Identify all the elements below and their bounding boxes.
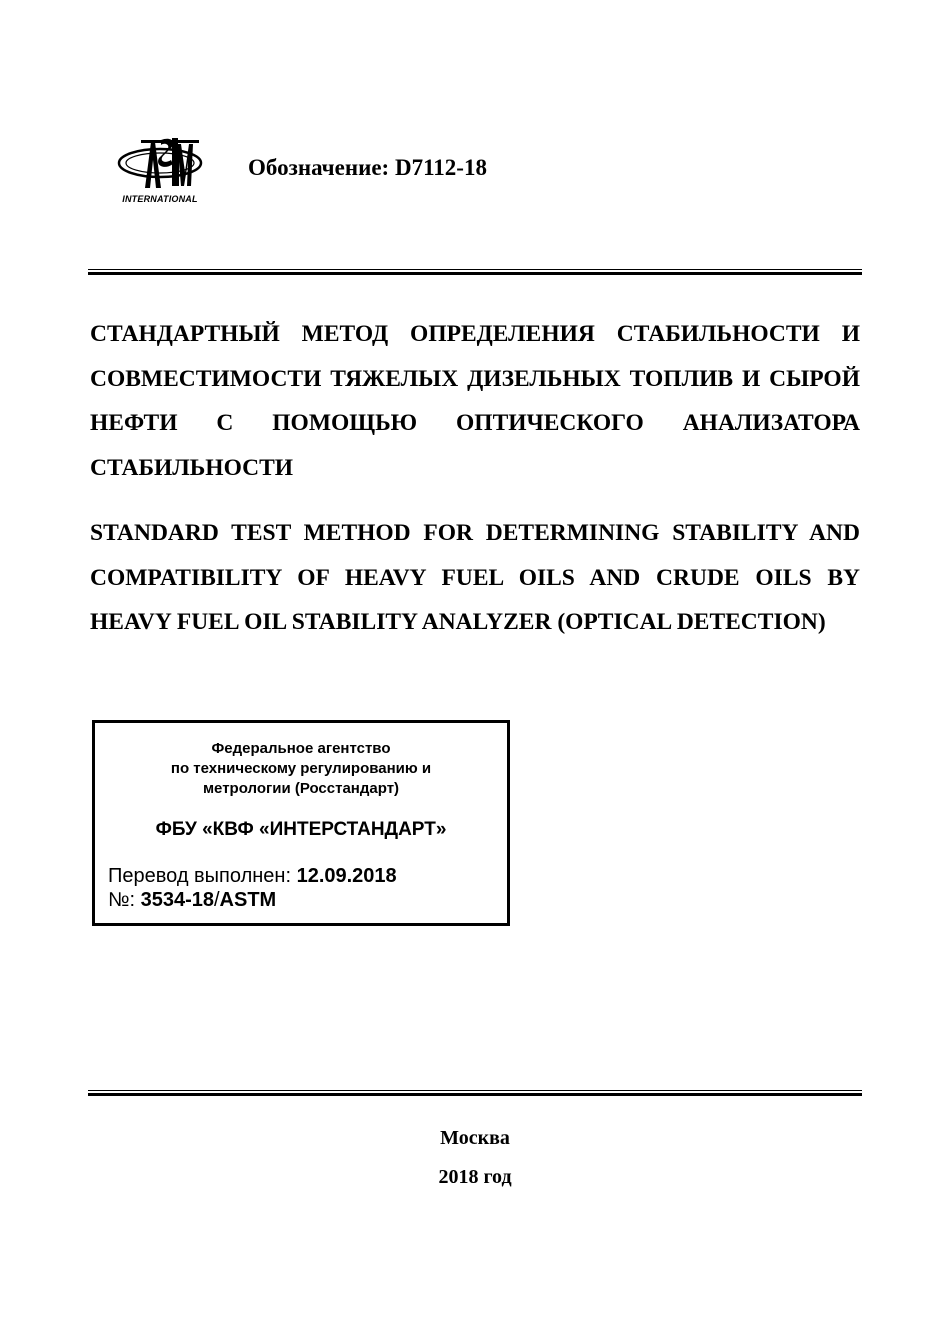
footer-city: Москва — [440, 1127, 510, 1149]
stamp-agency-line-1: Федеральное агентство — [211, 740, 391, 757]
astm-logo-icon — [115, 128, 205, 194]
title-russian — [90, 312, 860, 490]
bottom-divider — [88, 1090, 862, 1096]
title-en-line-2: AND COMPATIBILITY OF HEAVY FUEL OILS AND CRUDE — [90, 520, 860, 591]
stamp-number-separator: / — [213, 889, 220, 911]
stamp-agency-line-2: по техническому регулированию и — [170, 760, 432, 777]
top-divider — [88, 269, 862, 275]
title-english — [90, 511, 860, 645]
title-en-line-4: DETECTION) — [676, 609, 826, 635]
stamp-agency-line-3: метрологии (Росстандарт) — [202, 780, 400, 797]
title-ru-line-3: СЫРОЙ НЕФТИ С ПОМОЩЬЮ ОПТИЧЕСКОГО — [90, 365, 860, 436]
title-ru-line-4: АНАЛИЗАТОРА СТАБИЛЬНОСТИ — [90, 410, 860, 481]
stamp-date-label: Перевод выполнен: — [108, 865, 297, 887]
stamp-date-value: 12.09.2018 — [296, 865, 397, 887]
stamp-number — [108, 889, 276, 912]
stamp-number-suffix: ASTM — [219, 889, 277, 911]
stamp-translation-date — [108, 865, 397, 888]
document-designation: Обозначение: D7112-18 — [248, 155, 487, 180]
title-en-line-1: STANDARD TEST METHOD FOR DETERMINING STABILITY — [90, 520, 798, 546]
logo-wordmark: INTERNATIONAL — [122, 194, 198, 204]
translation-stamp — [92, 720, 510, 926]
stamp-number-value: 3534-18 — [140, 889, 214, 911]
footer-year: 2018 год — [438, 1166, 512, 1188]
title-ru-line-1: СТАНДАРТНЫЙ МЕТОД ОПРЕДЕЛЕНИЯ СТАБИЛЬНОСТИ — [90, 321, 820, 347]
astm-logo — [115, 128, 205, 210]
stamp-organization: ФБУ «КВФ «ИНТЕРСТАНДАРТ» — [155, 819, 447, 840]
stamp-agency — [95, 739, 507, 799]
stamp-number-label: №: — [108, 889, 141, 911]
title-en-line-3: OILS BY HEAVY FUEL OIL STABILITY ANALYZER (OPTICAL — [90, 564, 860, 635]
title-ru-line-2: И СОВМЕСТИМОСТИ ТЯЖЕЛЫХ ДИЗЕЛЬНЫХ ТОПЛИВ И — [90, 321, 860, 392]
